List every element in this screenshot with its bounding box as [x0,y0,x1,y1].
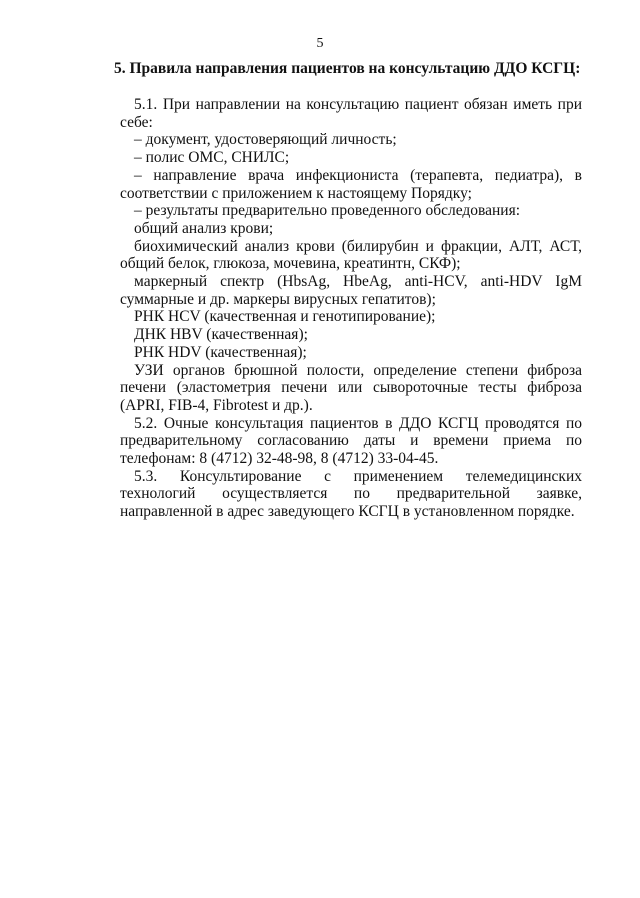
test-marker-spectrum: маркерный спектр (HbsAg, HbeAg, anti-HCV, anti-HDV IgM суммарные и др. маркеры вирусных гепатитов); [120,273,582,308]
paragraph-5-3: 5.3. Консультирование с применением телемедицинских технологий осуществляется по предварительной заявке, направленной в адрес заведующего КСГЦ в установленном порядке. [120,467,582,521]
list-item-policy: – полис ОМС, СНИЛС; [134,149,290,167]
list-item-referral: – направление врача инфекциониста (терапевта, педиатра), в соответствии с приложением к настоящему Порядку; [120,166,582,202]
paragraph-5-1: 5.1. При направлении на консультацию пациент обязан иметь при себе: [120,96,582,131]
page-number: 5 [316,36,324,51]
list-item-results: – результаты предварительно проведенного обследования: [134,202,521,220]
section-heading: 5. Правила направления пациентов на консультацию ДДО КСГЦ: [114,60,581,77]
test-rna-hdv: РНК HDV (качественная); [134,343,307,361]
test-biochemistry: биохимический анализ крови (билирубин и фракции, АЛТ, АСТ, общий белок, глюкоза, мочевина, креатинтн, СКФ); [120,237,582,273]
test-rna-hcv: РНК HCV (качественная и генотипирование); [134,308,436,326]
list-item-document: – документ, удостоверяющий личность; [134,131,397,149]
test-ultrasound: УЗИ органов брюшной полости, определение степени фиброза печени (эластометрия печени или сывороточные тесты фиброза (APRI, FIB-4, Fibrotest и др.). [120,361,582,414]
test-dna-hbv: ДНК HBV (качественная); [134,326,308,344]
test-general-blood: общий анализ крови; [134,219,274,237]
section-body [120,96,582,521]
paragraph-5-2: 5.2. Очные консультация пациентов в ДДО КСГЦ проводятся по предварительному согласованию даты и времени приема по телефонам: 8 (4712) 32-48-98, 8 (4712) 33-04-45. [120,414,582,468]
